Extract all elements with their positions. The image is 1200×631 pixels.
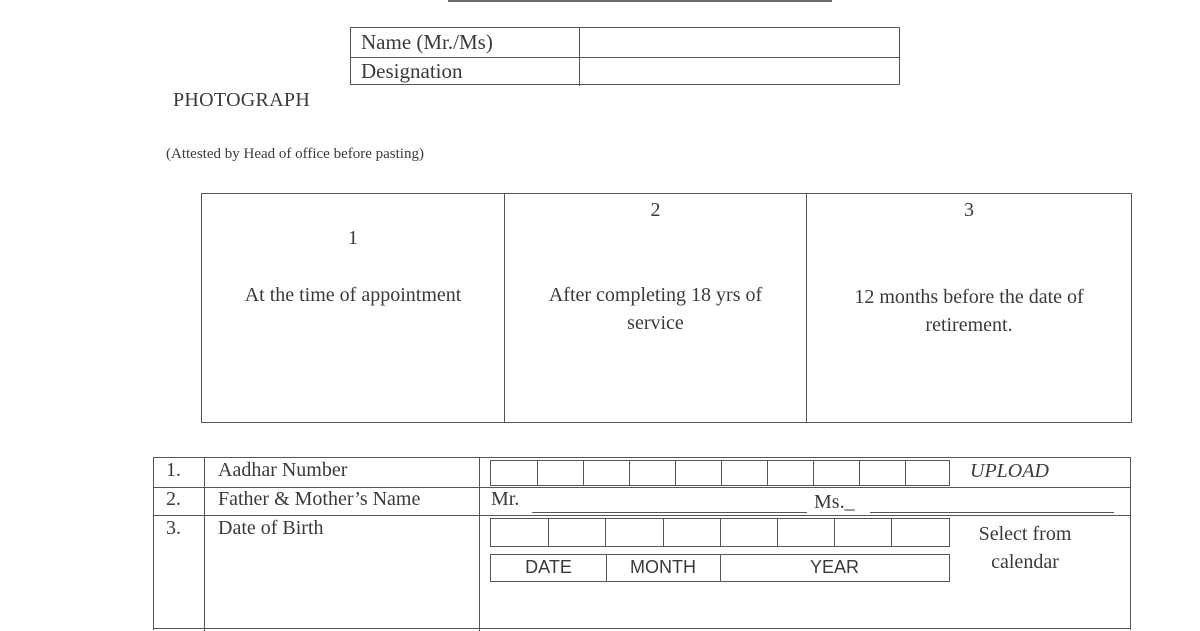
photograph-boxes [201, 193, 1132, 423]
name-designation-table [350, 27, 900, 85]
attest-note: (Attested by Head of office before pasting) [166, 146, 424, 162]
upload-button[interactable]: UPLOAD [970, 460, 1049, 482]
photo-box-caption-line2: service [627, 312, 684, 334]
photo-box-18-years[interactable] [505, 194, 807, 422]
dob-month-header: MONTH [630, 557, 696, 577]
row-number: 3. [166, 517, 181, 539]
row-number: 2. [166, 488, 181, 510]
name-row [351, 28, 899, 58]
photograph-heading: PHOTOGRAPH [173, 89, 311, 111]
ms-prefix: Ms._ [814, 491, 855, 513]
mother-name-field[interactable] [870, 512, 1114, 513]
dob-input[interactable] [490, 518, 950, 547]
dob-label: Date of Birth [218, 517, 324, 539]
dob-headers [490, 554, 950, 582]
photo-box-number: 3 [964, 199, 974, 221]
mr-prefix: Mr. [491, 488, 520, 510]
dob-year-header: YEAR [809, 557, 860, 577]
select-from-calendar-button[interactable] [960, 520, 1090, 576]
parents-name-label: Father & Mother’s Name [218, 488, 421, 510]
photo-box-caption: After completing 18 yrs of [548, 284, 763, 306]
photo-box-number: 2 [650, 199, 661, 221]
name-label: Name (Mr./Ms) [361, 30, 493, 54]
calendar-line2: calendar [991, 551, 1059, 573]
top-rule [448, 0, 832, 2]
aadhar-label: Aadhar Number [218, 459, 348, 481]
photo-box-caption-line2: retirement. [925, 314, 1013, 336]
aadhar-number-input[interactable] [490, 460, 950, 486]
personal-details-form [153, 457, 1131, 630]
photo-box-caption: At the time of appointment [244, 284, 462, 306]
row-number: 1. [166, 459, 181, 481]
photo-box-appointment[interactable] [202, 194, 505, 422]
photo-box-caption: 12 months before the date of [854, 286, 1084, 308]
dob-date-header: DATE [525, 557, 572, 577]
calendar-line1: Select from [978, 523, 1072, 545]
designation-row [351, 57, 899, 86]
father-name-field[interactable] [532, 512, 807, 513]
photo-box-before-retirement[interactable] [807, 194, 1131, 422]
photo-box-number: 1 [348, 227, 358, 249]
designation-label: Designation [361, 59, 463, 83]
